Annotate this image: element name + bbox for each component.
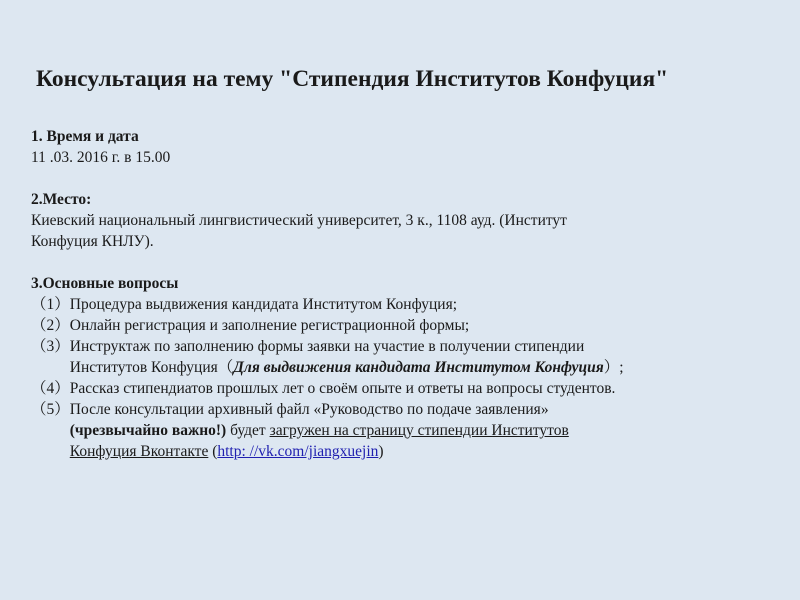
section-questions-heading: 3.Основные вопросы: [31, 275, 179, 292]
question-text-plain: (: [208, 443, 218, 460]
question-text-emphasis: Для выдвижения кандидата Институтом Конфуция: [233, 359, 604, 376]
underlined-text: Конфуция Вконтакте: [69, 443, 209, 460]
question-number: （3）: [31, 338, 70, 355]
section-time-text: 11 .03. 2016 г. в 15.00: [31, 149, 171, 166]
question-item-2: [31, 315, 751, 336]
spacer: [31, 168, 751, 189]
question-line: [70, 441, 751, 462]
question-number: （1）: [31, 296, 70, 313]
question-text-plain: ): [378, 443, 384, 460]
question-line: [70, 357, 751, 378]
question-number: （4）: [31, 380, 70, 397]
question-item-1: [31, 294, 751, 315]
underlined-text: загружен на страницу стипендии Институтов: [269, 422, 569, 439]
slide-content: [31, 126, 751, 462]
section-place-line-2: Конфуция КНЛУ).: [31, 233, 154, 250]
section-place-line-1: Киевский национальный лингвистический университет, 3 к., 1108 ауд. (Институт: [31, 212, 567, 229]
question-line: После консультации архивный файл «Руководство по подаче заявления»: [69, 401, 549, 418]
question-text: Рассказ стипендиатов прошлых лет о своём опыте и ответы на вопросы студентов.: [69, 380, 616, 397]
question-text: [70, 336, 751, 378]
question-text: Процедура выдвижения кандидата Институтом Конфуция;: [69, 296, 458, 313]
question-item-3: [31, 336, 751, 378]
section-place-heading: 2.Место:: [31, 191, 92, 208]
spacer: [31, 252, 751, 273]
vk-link[interactable]: http: //vk.com/jiangxuejin: [217, 443, 379, 460]
question-text: Онлайн регистрация и заполнение регистрационной формы;: [69, 317, 470, 334]
question-text-plain: Институтов Конфуция（: [69, 359, 234, 376]
slide-title: Консультация на тему "Стипендия Институтов Конфуция": [36, 66, 669, 92]
question-line: Инструктаж по заполнению формы заявки на участие в получении стипендии: [69, 338, 585, 355]
question-text-plain: будет: [226, 422, 270, 439]
question-text-plain: ）;: [603, 359, 624, 376]
question-line: [70, 420, 751, 441]
question-item-5: [31, 399, 751, 462]
important-note: (чрезвычайно важно!): [69, 422, 227, 439]
question-number: （2）: [31, 317, 70, 334]
question-number: （5）: [31, 401, 70, 418]
section-time-heading: 1. Время и дата: [31, 128, 139, 145]
question-text: [70, 399, 751, 462]
question-item-4: [31, 378, 751, 399]
